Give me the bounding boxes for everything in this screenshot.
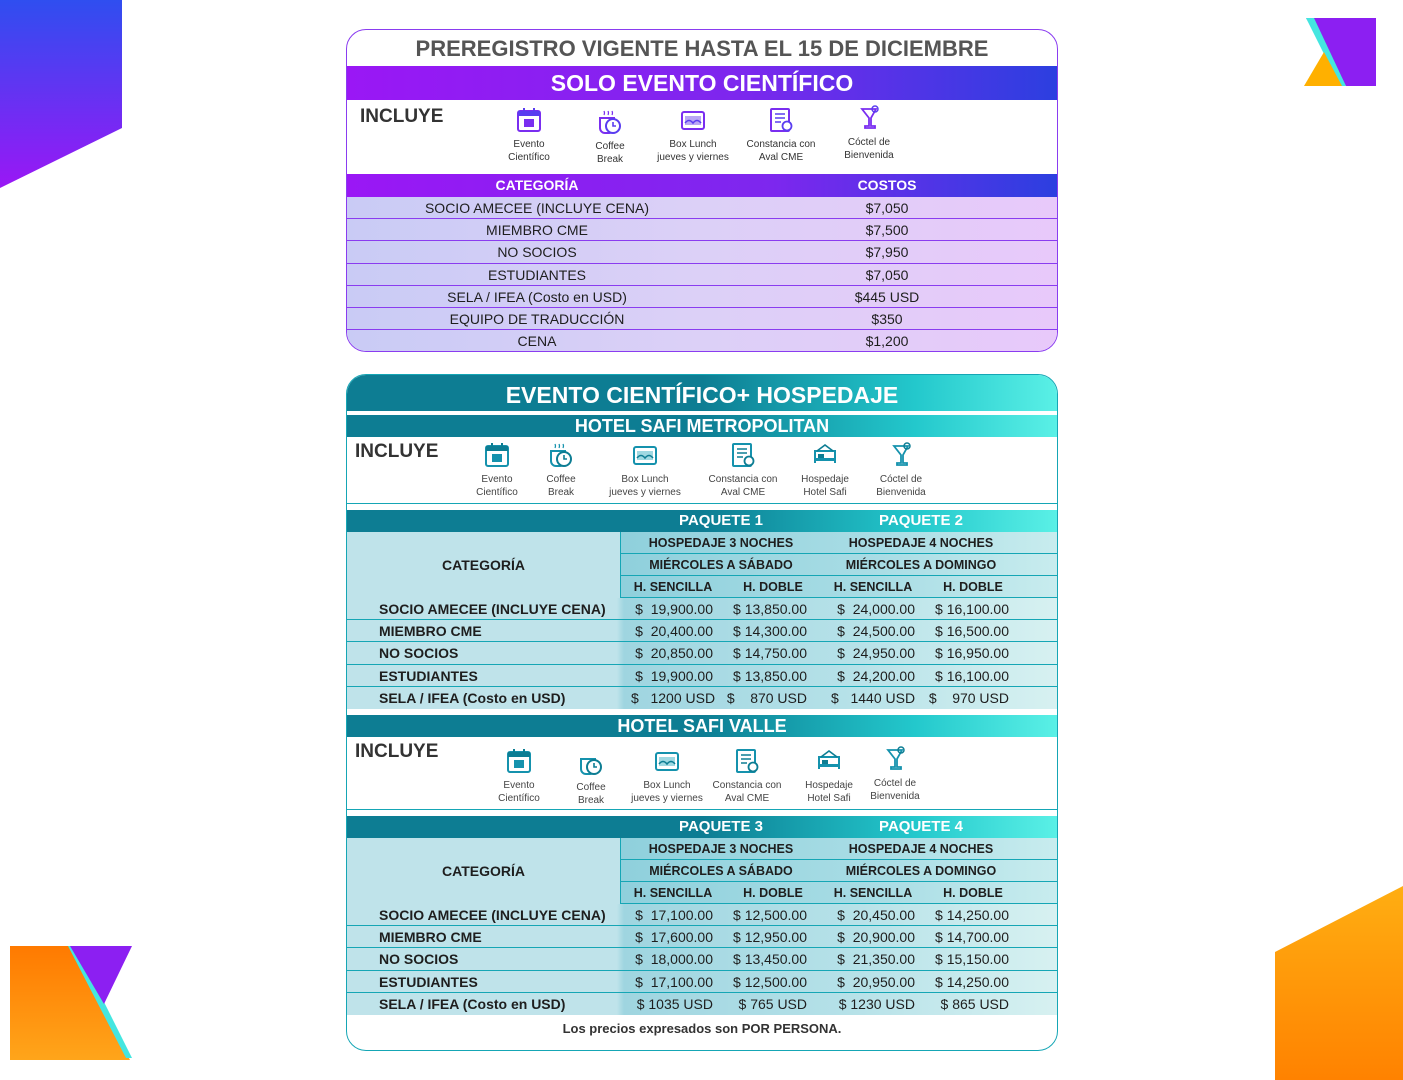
package-header: [347, 510, 1057, 532]
row-category: ESTUDIANTES: [379, 973, 478, 990]
include-line1: Evento: [503, 779, 535, 791]
price-cell: $ 14,250.00: [935, 973, 1009, 990]
price-cell: $ 24,000.00: [837, 601, 915, 617]
include-line1: Cóctel de: [873, 777, 917, 789]
cocktail-icon: [855, 104, 883, 132]
dias-b: MIÉRCOLES A DOMINGO: [845, 558, 997, 572]
price-cell: $ 24,200.00: [837, 667, 915, 684]
include-line2: jueves y viernes: [631, 792, 703, 804]
include-line2: Bienvenida: [876, 487, 926, 498]
include-line2: Break: [577, 794, 605, 806]
price-cell: $ 20,850.00: [635, 645, 713, 662]
includes-row: [347, 100, 1057, 174]
hotel-name: HOTEL SAFI VALLE: [347, 715, 1057, 737]
include-item: [521, 441, 601, 499]
price-cell: $ 18,000.00: [635, 951, 713, 968]
price-cell: $ 17,100.00: [635, 973, 713, 990]
price-cell: $ 12,500.00: [733, 973, 807, 990]
row-cost: $7,950: [865, 244, 909, 261]
col-doble: H. DOBLE: [743, 580, 803, 594]
table-row: [347, 993, 1057, 1015]
include-line1: Coffee: [595, 141, 625, 152]
corner-shape-bottom-right: [1275, 886, 1403, 1080]
include-line1: Box Lunch: [621, 474, 669, 485]
package-b-label: PAQUETE 2: [879, 512, 963, 529]
price-cell: $ 20,950.00: [837, 973, 915, 990]
lunch-box-icon: [631, 441, 659, 469]
row-category: EQUIPO DE TRADUCCIÓN: [449, 310, 625, 327]
price-cell: $ 16,500.00: [935, 623, 1009, 640]
subheader-row: [621, 576, 1057, 598]
cocktail-icon: [881, 745, 909, 773]
include-line2: Break: [596, 154, 624, 165]
col-sencilla: H. SENCILLA: [633, 580, 713, 594]
table-row: [347, 620, 1057, 642]
col-doble: H. DOBLE: [743, 885, 803, 900]
col-doble: H. DOBLE: [943, 885, 1003, 900]
table-row: [347, 665, 1057, 687]
table-row: [347, 219, 1057, 241]
table-row: [347, 286, 1057, 308]
coffee-clock-icon: [596, 108, 624, 136]
row-cost: $7,050: [865, 200, 909, 216]
section-title: EVENTO CIENTÍFICO+ HOSPEDAJE: [347, 375, 1057, 411]
price-cell: $ 24,500.00: [837, 623, 915, 640]
row-category: SOCIO AMECEE (INCLUYE CENA): [379, 601, 606, 617]
row-category: CENA: [517, 333, 557, 350]
include-line2: Bienvenida: [844, 150, 894, 161]
col-categoria: CATEGORÍA: [347, 532, 621, 598]
row-category: SELA / IFEA (Costo en USD): [379, 689, 566, 706]
includes-row: [347, 437, 1057, 504]
package-header: [347, 816, 1057, 838]
price-cell: $ 13,850.00: [733, 667, 807, 684]
table-row: [347, 241, 1057, 263]
calendar-icon: [483, 441, 511, 469]
price-cell: $ 14,700.00: [935, 929, 1009, 946]
row-cost: $1,200: [865, 333, 909, 350]
include-line1: Box Lunch: [669, 139, 717, 150]
row-cost: $7,050: [865, 266, 909, 283]
col-doble: H. DOBLE: [943, 580, 1003, 594]
price-table: [347, 532, 1057, 709]
price-cell: $ 970 USD: [928, 689, 1009, 706]
package-b-label: PAQUETE 4: [879, 817, 963, 835]
col-categoria: CATEGORÍA: [347, 838, 621, 904]
price-cell: $ 20,400.00: [635, 623, 713, 640]
price-cell: $ 1230 USD: [838, 995, 915, 1012]
coffee-clock-icon: [577, 749, 605, 777]
certificate-icon: [729, 441, 757, 469]
include-item: [627, 747, 707, 805]
price-cell: $ 1440 USD: [831, 689, 916, 706]
row-category: MIEMBRO CME: [379, 929, 482, 946]
include-item: [707, 747, 787, 805]
price-cell: $ 13,450.00: [733, 951, 807, 968]
lunch-box-icon: [679, 106, 707, 134]
include-line1: Evento: [481, 474, 513, 485]
include-item: [785, 441, 865, 499]
include-line2: jueves y viernes: [609, 487, 681, 498]
subheader-row: [621, 860, 1057, 882]
col-sencilla: H. SENCILLA: [633, 885, 713, 900]
coffee-clock-icon: [547, 441, 575, 469]
price-table-header: [347, 174, 1057, 197]
package-a-label: PAQUETE 3: [679, 817, 763, 835]
hospedaje-b: HOSPEDAJE 4 NOCHES: [848, 841, 994, 856]
price-cell: $ 20,450.00: [837, 906, 915, 923]
include-line2: Científico: [508, 152, 550, 163]
table-row: [347, 264, 1057, 286]
dias-a: MIÉRCOLES A SÁBADO: [649, 558, 793, 572]
include-line2: Científico: [476, 487, 518, 498]
hotel-bed-icon: [811, 441, 839, 469]
price-cell: $ 12,950.00: [733, 929, 807, 946]
card-solo-evento: [346, 29, 1058, 352]
include-line1: Hospedaje: [801, 474, 849, 485]
price-cell: $ 1035 USD: [636, 995, 713, 1012]
row-category: ESTUDIANTES: [487, 266, 586, 283]
price-cell: $ 17,600.00: [635, 929, 713, 946]
include-item: [821, 104, 917, 162]
include-line2: Hotel Safi: [803, 487, 847, 498]
preregistro-heading: PREREGISTRO VIGENTE HASTA EL 15 DE DICIEMBRE: [415, 36, 989, 61]
table-row: [347, 687, 1057, 709]
include-item: [479, 747, 559, 805]
package-a-label: PAQUETE 1: [679, 512, 763, 529]
price-cell: $ 865 USD: [940, 995, 1009, 1012]
include-item: [703, 441, 783, 499]
row-category: NO SOCIOS: [497, 244, 577, 261]
subheader-row: [621, 532, 1057, 554]
dias-b: MIÉRCOLES A DOMINGO: [845, 863, 997, 878]
corner-shape-top-left: [0, 0, 125, 190]
hotel-name: HOTEL SAFI METROPOLITAN: [347, 415, 1057, 437]
logo-bottom-left: [10, 944, 134, 1062]
price-cell: $ 21,350.00: [837, 951, 915, 968]
price-cell: $ 14,300.00: [733, 623, 807, 640]
lunch-box-icon: [653, 747, 681, 775]
includes-label: INCLUYE: [360, 106, 444, 127]
include-line1: Constancia con: [712, 779, 782, 791]
include-item: [605, 441, 685, 499]
row-category: SOCIO AMECEE (INCLUYE CENA): [424, 200, 650, 216]
table-row: [347, 926, 1057, 948]
price-cell: $ 14,250.00: [935, 906, 1009, 923]
include-line1: Hospedaje: [805, 779, 853, 791]
include-item: [562, 108, 658, 166]
include-item: [855, 745, 935, 803]
include-line1: Constancia con: [708, 474, 778, 485]
footer-note: Los precios expresados son POR PERSONA.: [562, 1020, 842, 1036]
include-line2: Break: [547, 487, 575, 498]
includes-row: [347, 737, 1057, 810]
row-category: ESTUDIANTES: [379, 667, 478, 684]
card-evento-hospedaje: [346, 374, 1058, 1051]
price-cell: $ 14,750.00: [733, 645, 807, 662]
include-line1: Cóctel de: [847, 137, 891, 148]
price-cell: $ 13,850.00: [733, 601, 807, 617]
section-title: SOLO EVENTO CIENTÍFICO: [347, 66, 1057, 100]
include-item: [551, 749, 631, 807]
row-category: MIEMBRO CME: [486, 222, 588, 239]
row-cost: $7,500: [865, 222, 909, 239]
include-line2: Aval CME: [720, 487, 766, 498]
hotel-bed-icon: [815, 747, 843, 775]
include-line1: Coffee: [546, 474, 576, 485]
table-row: [347, 904, 1057, 926]
table-row: [347, 197, 1057, 219]
cocktail-icon: [887, 441, 915, 469]
include-line2: Bienvenida: [870, 790, 920, 802]
col-sencilla: H. SENCILLA: [833, 580, 913, 594]
include-item: [861, 441, 941, 499]
price-cell: $ 870 USD: [726, 689, 807, 706]
include-line2: Aval CME: [758, 152, 804, 163]
subheader-row: [621, 882, 1057, 904]
col-sencilla: H. SENCILLA: [833, 885, 913, 900]
price-cell: $ 24,950.00: [837, 645, 915, 662]
row-cost: $445 USD: [854, 288, 920, 305]
include-line2: Hotel Safi: [807, 792, 851, 804]
row-category: SELA / IFEA (Costo en USD): [379, 995, 566, 1012]
price-cell: $ 765 USD: [738, 995, 807, 1012]
table-row: [347, 642, 1057, 664]
price-cell: $ 16,100.00: [935, 601, 1009, 617]
include-line1: Cóctel de: [879, 474, 923, 485]
includes-label: INCLUYE: [355, 441, 439, 462]
includes-label: INCLUYE: [355, 740, 439, 762]
price-cell: $ 1200 USD: [631, 689, 716, 706]
price-cell: $ 16,950.00: [935, 645, 1009, 662]
table-row: [347, 598, 1057, 620]
price-cell: $ 15,150.00: [935, 951, 1009, 968]
price-cell: $ 17,100.00: [635, 906, 713, 923]
price-cell: $ 19,900.00: [635, 601, 713, 617]
certificate-icon: [767, 106, 795, 134]
row-category: NO SOCIOS: [379, 951, 459, 968]
logo-top-right: [1300, 16, 1380, 88]
subheader-row: [621, 838, 1057, 860]
include-line1: Box Lunch: [643, 779, 691, 791]
include-item: [733, 106, 829, 164]
price-cell: $ 12,500.00: [733, 906, 807, 923]
row-category: MIEMBRO CME: [379, 623, 482, 640]
table-row: [347, 308, 1057, 330]
dias-a: MIÉRCOLES A SÁBADO: [649, 863, 793, 878]
price-cell: $ 16,100.00: [935, 667, 1009, 684]
col-costos: COSTOS: [857, 177, 917, 193]
include-line1: Evento: [513, 139, 545, 150]
calendar-icon: [505, 747, 533, 775]
row-category: SELA / IFEA (Costo en USD): [447, 288, 627, 305]
row-category: NO SOCIOS: [379, 645, 459, 662]
price-table: [347, 838, 1057, 1015]
table-row: [347, 971, 1057, 993]
row-cost: $350: [871, 310, 903, 327]
hospedaje-a: HOSPEDAJE 3 NOCHES: [648, 536, 794, 550]
include-line2: Aval CME: [724, 792, 770, 804]
include-line1: Coffee: [576, 781, 606, 793]
row-category: SOCIO AMECEE (INCLUYE CENA): [379, 906, 606, 923]
price-cell: $ 19,900.00: [635, 667, 713, 684]
hospedaje-b: HOSPEDAJE 4 NOCHES: [848, 536, 994, 550]
col-categoria: CATEGORÍA: [495, 177, 579, 193]
table-row: [347, 330, 1057, 352]
hospedaje-a: HOSPEDAJE 3 NOCHES: [648, 841, 794, 856]
include-line2: Científico: [498, 792, 540, 804]
include-line1: Constancia con: [746, 139, 816, 150]
certificate-icon: [733, 747, 761, 775]
price-cell: $ 20,900.00: [837, 929, 915, 946]
calendar-icon: [515, 106, 543, 134]
table-row: [347, 948, 1057, 970]
subheader-row: [621, 554, 1057, 576]
include-line2: jueves y viernes: [657, 152, 729, 163]
include-item: [645, 106, 741, 164]
